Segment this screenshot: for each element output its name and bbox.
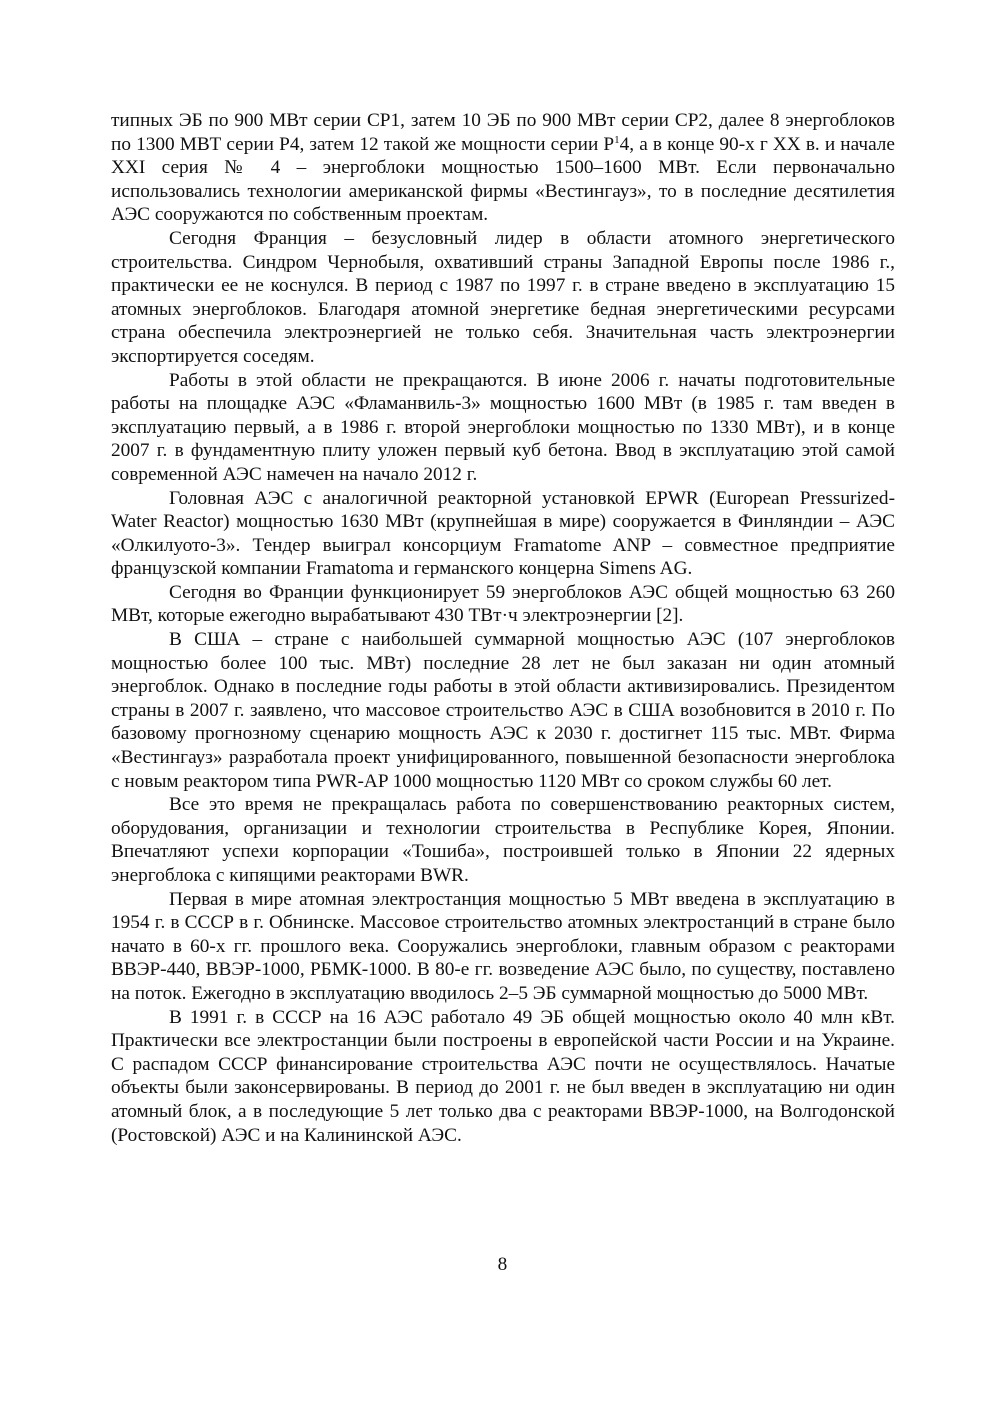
paragraph-1 [111,109,895,227]
paragraph-4: Головная АЭС с аналогичной реакторной установкой EPWR (European Pressurized-Water Reactor) мощностью 1630 МВт (крупнейшая в мире) сооружается в Финляндии – АЭС «Олкилуото-3». Тендер выиграл консорциум Framatome ANP – совместное предприятие французской компании Framatoma и германского концерна Simens AG. [111,487,895,580]
paragraph-8: Первая в мире атомная электростанция мощностью 5 МВт введена в эксплуатацию в 1954 г. в СССР в г. Обнинске. Массовое строительство атомных электростанций в стране было начато в 60-х гг. прошлого века. Сооружались энергоблоки, главным образом с реакторами ВВЭР-440, ВВЭР-1000, РБМК-1000. В 80-е гг. возведение АЭС было, по существу, поставлено на поток. Ежегодно в эксплуатацию вводилось 2–5 ЭБ суммарной мощностью до 5000 МВт. [111,888,895,1004]
paragraph-6: В США – стране с наибольшей суммарной мощностью АЭС (107 энергоблоков мощностью более 100 тыс. МВт) последние 28 лет не был заказан ни один атомный энергоблок. Однако в последние годы работы в этой области активизировались. Президентом страны в 2007 г. заявлено, что массовое строительство АЭС в США возобновится в 2010 г. По базовому прогнозному сценарию мощность АЭС к 2030 г. достигнет 115 тыс. МВт. Фирма «Вестингауз» разработала проект унифицированного, повышенной безопасности энергоблока с новым реактором типа PWR-AP 1000 мощностью 1120 МВт со сроком службы 60 лет. [111,629,895,792]
paragraph-2: Сегодня Франция – безусловный лидер в области атомного энергетического строительства. Синдром Чернобыля, охвативший страны Западной Европы после 1986 г., практически ее не коснулся. В период с 1987 по 1997 г. в стране введено в эксплуатацию 15 атомных энергоблоков. Благодаря атомной энергетике бедная энергетическими ресурсами страна обеспечила электроэнергией не только себя. Значительная часть электроэнергии экспортируется соседям. [111,227,895,367]
superscript-index: 1 [614,133,620,146]
page-number: 8 [497,1254,508,1275]
paragraph-7: Все это время не прекращалась работа по совершенствованию реакторных систем, оборудования, организации и технологии строительства в Республике Корея, Японии. Впечатляют успехи корпорации «Тошиба», построившей только в Японии 22 ядерных энергоблока с кипящими реакторами BWR. [111,794,895,886]
paragraph-3: Работы в этой области не прекращаются. В июне 2006 г. начаты подготовительные работы на площадке АЭС «Фламанвиль-3» мощностью 1600 МВт (в 1985 г. там введен в эксплуатацию первый, а в 1986 г. второй энергоблоки мощностью по 1330 МВт), и в конце 2007 г. в фундаментную плиту уложен первый куб бетона. Ввод в эксплуатацию этой самой современной АЭС намечен на начало 2012 г. [111,369,895,485]
paragraph-1-text-continued: 4, а в конце 90-х г XX в. и начале XXI серия № 4 – энергоблоки мощностью 1500–1600 МВт. Если первоначально использовались технологии американской фирмы «Вестингауз», то в последние десятилетия АЭС сооружаются по собственным проектам. [111,133,895,226]
paragraph-9: В 1991 г. в СССР на 16 АЭС работало 49 ЭБ общей мощностью около 40 млн кВт. Практически все электростанции были построены в европейской части России и на Украине. С распадом СССР финансирование строительства АЭС почти не осуществлялось. Начатые объекты были законсервированы. В период до 2001 г. не был введен в эксплуатацию ни один атомный блок, а в последующие 5 лет только два с реакторами ВВЭР-1000, на Волгодонской (Ростовской) АЭС и на Калининской АЭС. [111,1006,895,1146]
paragraph-5: Сегодня во Франции функционирует 59 энергоблоков АЭС общей мощностью 63 260 МВт, которые ежегодно вырабатывают 430 ТВт·ч электроэнергии [2]. [111,581,895,627]
paragraph-1-text: типных ЭБ по 900 МВт серии СР1, затем 10 ЭБ по 900 МВт серии СР2, далее 8 энергоблоков по 1300 МВТ серии Р4, затем 12 такой же мощности серии Р [111,110,895,155]
page-body [111,109,895,1147]
